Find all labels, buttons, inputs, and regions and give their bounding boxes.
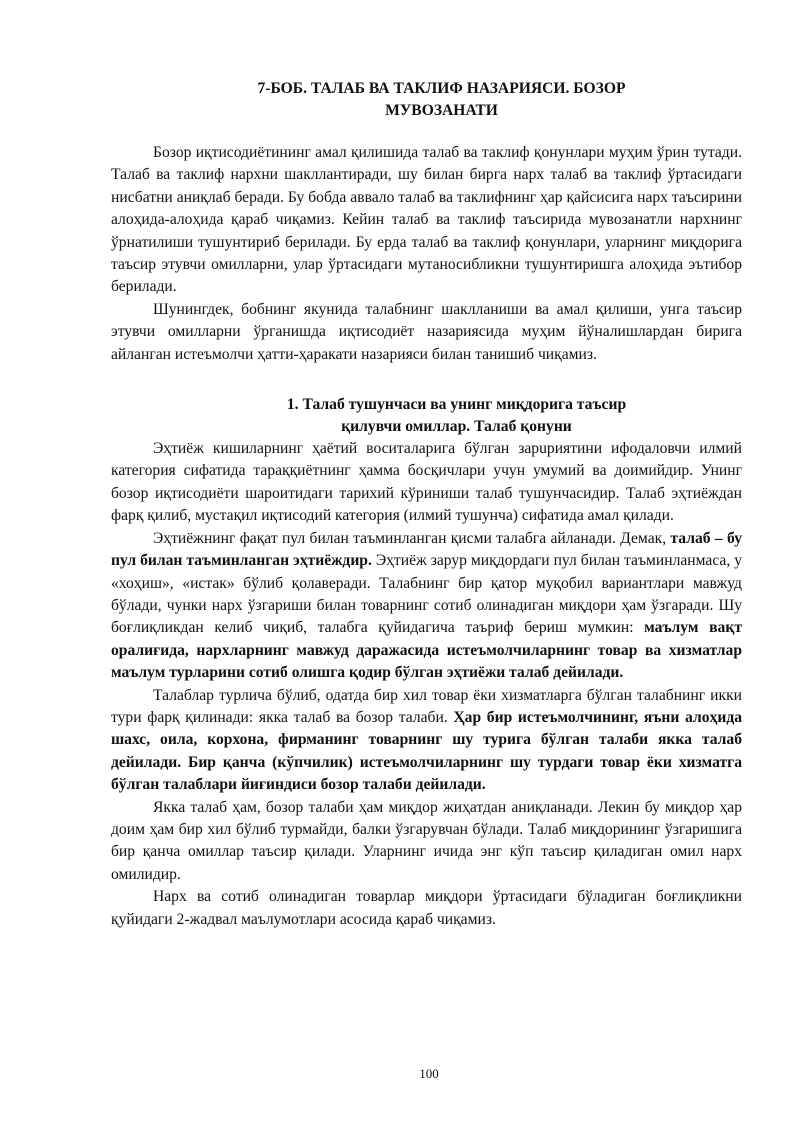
section-title [111,394,742,438]
section-paragraph-1: Эҳтиёж кишиларнинг ҳаётий воситаларига бўлган зарuриятини ифодаловчи илмий категория сифатида тараққиётнинг ҳамма босқичлари учун умумий ва доимийдир. Унинг бозор иқтисодиёти шароитидаги тарихий кўриниши талаб тушунчасидир. Талаб эҳтиёждан фарқ қилиб, мустақил иқтисодий категория (илмий тушунча) сифатида амал қилади. [111,440,742,525]
paragraph-3-text-a: Талаблар турлича бўлиб, одатда бир хил товар ёки хизматларга бўлган талабнинг икки тури фарқ қилинади: якка талаб ва бозор талаби. [111,686,742,726]
individual-market-demand-bold: Ҳар бир истеъмолчининг, яъни алоҳида шахс, оила, корхона, фирманинг товарнинг шу турига бўлган талаби якка талаб дейилади. Бир қанча (кўпчилик) истеъмолчиларнинг шу турдаги товар ёки хизматга бўлган талаблари йиғиндиси бозор талаби дейилади. [111,708,742,794]
demand-definition-bold: талаб – бу пул билан таъминланган эҳтиёждир. [111,529,742,570]
document-page [111,70,742,931]
demand-full-definition-bold: маълум вақт оралиғида, нархларнинг мавжуд даражасида истеъмолчиларнинг товар ва хизматлар маълум турларини сотиб олишга қодир бўлган эҳтиёжи талаб дейилади. [111,619,742,682]
section-paragraph-2 [111,528,742,685]
intro-paragraph-1: Бозор иқтисодиётининг амал қилишида талаб ва таклиф қонунлари муҳим ўрин тутади. Талаб ва таклиф нархни шакллантиради, шу билан бирга нарх талаб ва таклиф ўртасидаги нисбатни аниқлаб беради. Бу бобда аввало талаб ва таклифнинг ҳар қайсисига нарх таъсирини алоҳида-алоҳида қараб чиқамиз. Кейин талаб ва таклиф таъсирида мувозанатли нархнинг ўрнатилиши тушунтириб берилади. Бу ерда талаб ва таклиф қонунлари, уларнинг миқдорига таъсир этувчи омилларни, улар ўртасидаги мутаносибликни тушунтиришга алоҳида эътибор берилади. [111,144,742,296]
section-title-line2: қилувчи омиллар. Талаб қонуни [341,418,572,436]
chapter-title-line2: МУВОЗАНАТИ [385,102,498,119]
chapter-title-line1: 7-БОБ. ТАЛАБ ВА ТАКЛИФ НАЗАРИЯСИ. БОЗОР [257,80,626,97]
section-paragraph-4: Якка талаб ҳам, бозор талаби ҳам миқдор жиҳатдан аниқланади. Лекин бу миқдор ҳар доим ҳам бир хил бўлиб турмайди, балки ўзгарувчан бўлади. Талаб миқдорининг ўзгаришига бир қанча омиллар таъсир қилади. Уларнинг ичида энг кўп таъсир қиладиган омил нарх омилидир. [111,798,742,883]
paragraph-2-text-c: Эҳтиёж зарур миқдордаги пул билан таъминланмаса, у «хоҳиш», «истак» бўлиб қолаверади. Талабнинг бир қатор муқобил вариантлари мавжуд бўлади, чунки нарх ўзгариши билан товарнинг сотиб олинадиган миқдори ҳам ўзгаради. Шу боғлиқликдан келиб чиқиб, талабга қуйидагича таъриф бериш мумкин: [111,552,742,637]
chapter-title [111,78,742,122]
section-title-line1: 1. Талаб тушунчаси ва унинг миқдорига таъсир [286,396,627,414]
intro-paragraph-2: Шунингдек, бобнинг якунида талабнинг шаклланиши ва амал қилиши, унга таъсир этувчи омилларни ўрганишда иқтисодиёт назариясида муҳим йўналишлардан бирига айланган истеъмолчи ҳатти-ҳаракати назарияси билан танишиб чиқамиз. [111,300,742,363]
paragraph-2-text-a: Эҳтиёжнинг фақат пул билан таъминланган қисми талабга айланади. Демак, [153,529,671,547]
page-number: 100 [419,1066,439,1081]
section-paragraph-3 [111,685,742,797]
section-paragraph-5: Нарх ва сотиб олинадиган товарлар миқдори ўртасидаги бўладиган боғлиқликни қуйидаги 2-жадвал маълумотлари асосида қараб чиқамиз. [111,888,742,928]
